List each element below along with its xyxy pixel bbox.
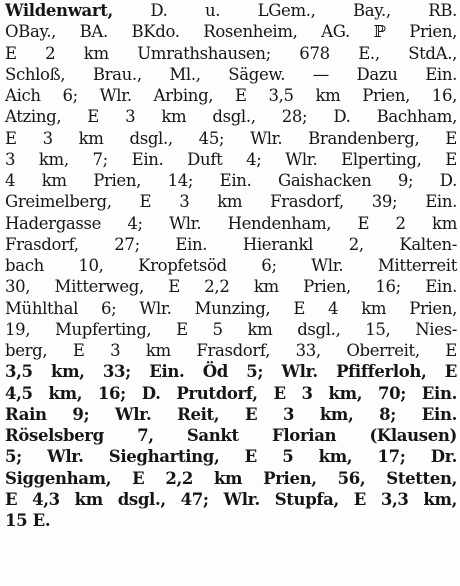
entry-line-3: E 2 km Umrathshausen; 678 E., StdA., xyxy=(5,43,457,63)
entry-line-1-text: D. u. LGem., Bay., RB. xyxy=(112,1,457,20)
headword: Wildenwart, xyxy=(5,1,113,20)
entry-line-7: E 3 km dsgl., 45; Wlr. Brandenberg, E xyxy=(5,128,457,148)
entry-line-15: Mühlthal 6; Wlr. Munzing, E 4 km Prien, xyxy=(5,298,457,318)
entry-line-5: Aich 6; Wlr. Arbing, E 3,5 km Prien, 16, xyxy=(5,86,457,105)
entry-line-6: Atzing, E 3 km dsgl., 28; D. Bachham, xyxy=(5,107,457,127)
entry-line-8: 3 km, 7; Ein. Duft 4; Wlr. Elperting, E xyxy=(5,149,457,169)
entry-line-16: 19, Mupferting, E 5 km dsgl., 15, Nies- xyxy=(5,319,457,339)
entry-line-21: Röselsberg 7, Sankt Florian (Klausen) xyxy=(5,426,457,445)
entry-line-1 xyxy=(5,0,457,21)
entry-line-17: berg, E 3 km Frasdorf, 33, Oberreit, E xyxy=(5,341,457,360)
entry-line-9: 4 km Prien, 14; Ein. Gaishacken 9; D. xyxy=(5,171,457,190)
gazetteer-entry xyxy=(5,0,457,531)
entry-line-24: E 4,3 km dsgl., 47; Wlr. Stupfa, E 3,3 km, xyxy=(5,489,457,509)
entry-line-19: 4,5 km, 16; D. Prutdorf, E 3 km, 70; Ein. xyxy=(5,383,457,403)
entry-line-18: 3,5 km, 33; Ein. Öd 5; Wlr. Pfifferloh, E xyxy=(5,362,457,382)
entry-line-10: Greimelberg, E 3 km Frasdorf, 39; Ein. xyxy=(5,192,457,212)
entry-line-11: Hadergasse 4; Wlr. Hendenham, E 2 km xyxy=(5,213,457,233)
entry-line-22: 5; Wlr. Siegharting, E 5 km, 17; Dr. xyxy=(5,447,457,467)
entry-line-2: OBay., BA. BKdo. Rosenheim, AG. ℙ Prien, xyxy=(5,22,457,42)
entry-line-23: Siggenham, E 2,2 km Prien, 56, Stetten, xyxy=(5,468,457,488)
entry-line-25: 15 E. xyxy=(5,511,51,530)
entry-line-20: Rain 9; Wlr. Reit, E 3 km, 8; Ein. xyxy=(5,404,457,424)
entry-line-4: Schloß, Brau., Ml., Sägew. — Dazu Ein. xyxy=(5,64,457,84)
entry-line-12: Frasdorf, 27; Ein. Hierankl 2, Kalten- xyxy=(5,234,457,254)
entry-line-13: bach 10, Kropfetsöd 6; Wlr. Mitterreit xyxy=(5,256,457,275)
entry-line-14: 30, Mitterweg, E 2,2 km Prien, 16; Ein. xyxy=(5,277,457,297)
